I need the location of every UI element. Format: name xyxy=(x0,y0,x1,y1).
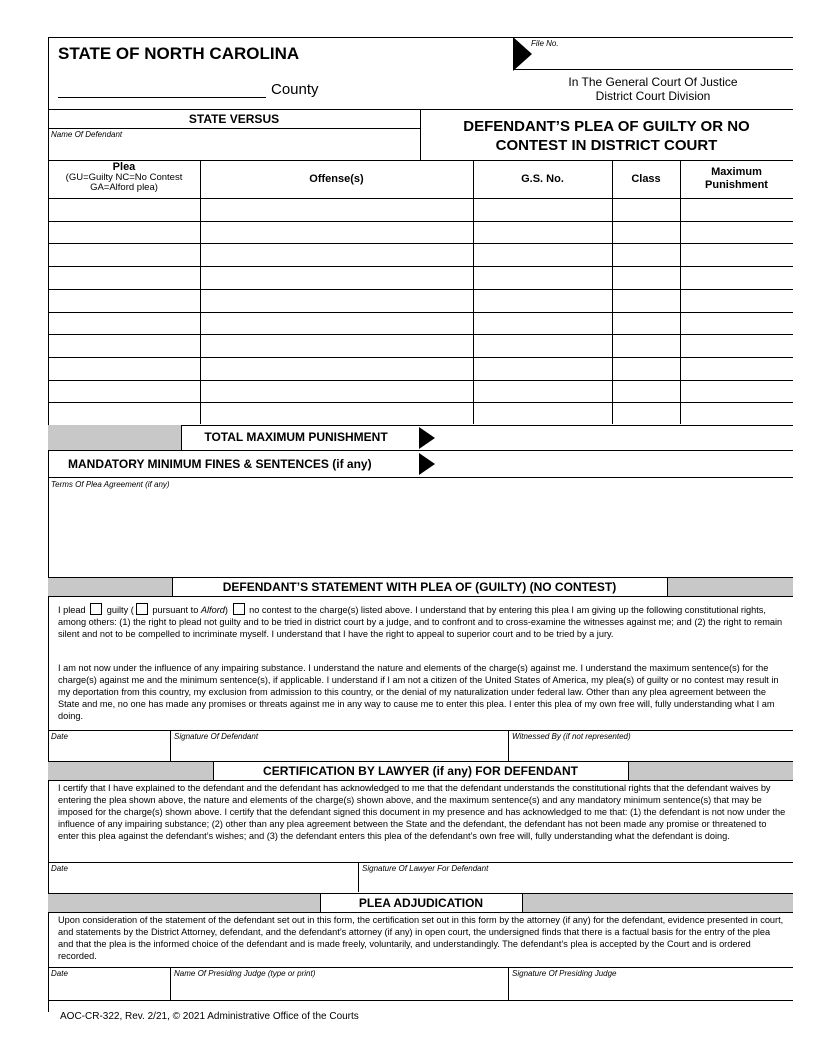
plea-cell[interactable] xyxy=(50,200,198,219)
total-arrow-icon xyxy=(419,427,435,449)
class-cell[interactable] xyxy=(614,200,678,219)
plea-subheader-line2: GA=Alford plea) xyxy=(90,182,158,193)
plea-cell[interactable] xyxy=(50,223,198,242)
statement-title: DEFENDANT’S STATEMENT WITH PLEA OF (GUILTY) (NO CONTEST) xyxy=(222,580,617,594)
adj-text: Upon consideration of the statement of the defendant set out in this form, the certification set out in this form by the attorney (if any) for the defendant, evidence presented in court, and statements by the District Attorney, defendant, and the defendant’s attorney (if any) in open court, the undersigned finds that there is a factual basis for the entry of the plea and that the plea is the informed choice of the defendant and is made freely, voluntarily, and understandingly. The defendant’s plea is accepted by the Court and is ordered recorded. xyxy=(58,915,784,961)
max-punishment-cell[interactable] xyxy=(682,245,791,264)
adj-sig-divider2 xyxy=(508,967,509,1000)
plea-header xyxy=(48,161,200,193)
mandatory-min-label: MANDATORY MINIMUM FINES & SENTENCES (if any) xyxy=(68,457,372,471)
gs-cell[interactable] xyxy=(475,404,610,423)
gs-cell[interactable] xyxy=(475,314,610,333)
lawyer-signature-label: Signature Of Lawyer For Defendant xyxy=(362,864,489,873)
cert-gray-left xyxy=(48,762,213,780)
max-punishment-cell[interactable] xyxy=(682,291,791,310)
judge-signature-field[interactable] xyxy=(510,979,790,999)
plea-cell[interactable] xyxy=(50,336,198,355)
offense-cell[interactable] xyxy=(202,382,471,401)
adj-sig-divider1 xyxy=(170,967,171,1000)
offense-cell[interactable] xyxy=(202,245,471,264)
statement-gray-left xyxy=(48,578,172,596)
defendant-name-label: Name Of Defendant xyxy=(51,130,123,139)
terms-field[interactable] xyxy=(50,492,790,576)
pursuant-text: pursuant to xyxy=(152,605,199,615)
gs-cell[interactable] xyxy=(475,291,610,310)
col-line-gs xyxy=(473,160,474,424)
cert-sig-divider xyxy=(358,862,359,892)
plea-cell[interactable] xyxy=(50,314,198,333)
table-row xyxy=(48,198,793,221)
judge-name-label: Name Of Presiding Judge (type or print) xyxy=(174,969,316,978)
table-row xyxy=(48,380,793,403)
state-versus-divider xyxy=(48,128,420,129)
class-cell[interactable] xyxy=(614,336,678,355)
max-header-line2: Punishment xyxy=(705,179,768,191)
offense-cell[interactable] xyxy=(202,200,471,219)
col-line-class xyxy=(612,160,613,424)
mandatory-bottom-line xyxy=(48,477,793,478)
class-cell[interactable] xyxy=(614,359,678,378)
defendant-signature-label: Signature Of Defendant xyxy=(174,732,259,741)
class-cell[interactable] xyxy=(614,245,678,264)
max-punishment-cell[interactable] xyxy=(682,359,791,378)
gs-cell[interactable] xyxy=(475,336,610,355)
col-line-offense xyxy=(200,160,201,424)
form-title xyxy=(420,117,793,155)
witness-label: Witnessed By (if not represented) xyxy=(512,732,631,741)
mandatory-min-field[interactable] xyxy=(438,453,788,475)
plea-cell[interactable] xyxy=(50,291,198,310)
statement-para2: I am not now under the influence of any impairing substance. I understand the nature and elements of the charge(s) against me. I understand the maximum sentence(s) for the charge(s) against me and the minimum sentence(s), if applicable. I understand if I am not a citizen of the United States of America, my plea(s) of guilty or no contest may result in my deportation from this country, my exclusion from admission to this country, or the denial of my naturalization under federal law. Other than any plea agreement between the State and me, no one has made any promises or threats against me in any way to cause me to enter this plea. I enter this plea of my own free will, fully understanding what I am doing. xyxy=(58,663,779,721)
defendant-name-field[interactable] xyxy=(50,141,418,159)
state-title: STATE OF NORTH CAROLINA xyxy=(58,44,300,63)
offense-cell[interactable] xyxy=(202,291,471,310)
total-bottom-line xyxy=(48,450,793,451)
max-punishment-cell[interactable] xyxy=(682,336,791,355)
statement-date-label: Date xyxy=(51,732,68,741)
top-border xyxy=(48,37,793,38)
guilty-text: guilty ( xyxy=(106,605,134,615)
county-label: County xyxy=(271,81,319,98)
total-max-label: TOTAL MAXIMUM PUNISHMENT xyxy=(204,430,388,444)
max-punishment-cell[interactable] xyxy=(682,382,791,401)
adj-date-label: Date xyxy=(51,969,68,978)
cert-sig-top xyxy=(48,862,793,863)
mandatory-arrow-icon xyxy=(419,453,435,475)
cert-gray-right xyxy=(628,762,793,780)
class-cell[interactable] xyxy=(614,223,678,242)
no-contest-checkbox[interactable] xyxy=(233,603,245,615)
plea-cell[interactable] xyxy=(50,268,198,287)
max-punishment-cell[interactable] xyxy=(682,223,791,242)
statement-title-bottom xyxy=(48,596,793,597)
cert-text: I certify that I have explained to the defendant and the defendant has acknowledged to me that the defendant understands the constitutional rights that the defendant waives by entering the plea shown above, the nature and elements of the charge(s) shown above, and the maximum sentence(s) and any mandatory minimum sentence(s) that may be imposed for the charge(s) shown above. I certify that the defendant signed this document in my presence and has acknowledged to me that: (1) the defendant is not now under the influence of any impairing substance; (2) other than any plea agreement between the State and the defendant, the defendant has not been made any promise or threatened to enter this plea against the defendant’s wishes; and (3) the defendant enters this plea of the defendant’s own free will, fully understanding what the defendant is doing. xyxy=(58,783,786,841)
offense-cell[interactable] xyxy=(202,268,471,287)
offense-cell[interactable] xyxy=(202,404,471,423)
court-line2: District Court Division xyxy=(595,89,711,103)
form-title-line1: DEFENDANT’S PLEA OF GUILTY OR NO xyxy=(463,118,750,135)
table-row xyxy=(48,243,793,266)
class-header: Class xyxy=(631,173,661,185)
file-no-line[interactable] xyxy=(513,69,793,70)
judge-name-field[interactable] xyxy=(172,979,506,999)
statement-date-field[interactable] xyxy=(50,742,168,760)
cert-date-field[interactable] xyxy=(50,874,356,891)
alford-checkbox[interactable] xyxy=(136,603,148,615)
gs-cell[interactable] xyxy=(475,245,610,264)
col-line-max xyxy=(680,160,681,424)
defendant-signature-field[interactable] xyxy=(172,742,506,760)
statement-title-divider-r xyxy=(667,577,668,596)
adj-gray-left xyxy=(48,894,320,912)
file-no-label: File No. xyxy=(531,39,559,48)
table-row xyxy=(48,357,793,380)
adj-sig-top xyxy=(48,967,793,968)
max-punishment-cell[interactable] xyxy=(682,200,791,219)
gs-cell[interactable] xyxy=(475,223,610,242)
cert-title: CERTIFICATION BY LAWYER (if any) FOR DEFENDANT xyxy=(263,764,578,778)
statement-para1: I plead guilty ( pursuant to Alford) no contest to the charge(s) listed above. I understand that by entering this plea I am giving up the following constitutional rights, among others: (1) the right to plead not guilty and to be tried in district court by a judge, and to confront and to cross-examine the witnesses against me; and (2) the right to remain silent and not to be compelled to incriminate myself. I understand that I have the right to appeal to superior court and to be tried by a jury. xyxy=(58,605,783,639)
lawyer-signature-field[interactable] xyxy=(360,874,790,891)
gs-cell[interactable] xyxy=(475,200,610,219)
max-header-line1: Maximum xyxy=(711,166,762,178)
plea-cell[interactable] xyxy=(50,404,198,423)
class-cell[interactable] xyxy=(614,268,678,287)
adj-title-bottom xyxy=(48,912,793,913)
plea-header-title: Plea xyxy=(112,161,136,173)
gs-cell[interactable] xyxy=(475,359,610,378)
statement-sig-divider2 xyxy=(508,730,509,761)
gs-header: G.S. No. xyxy=(521,173,564,185)
max-punishment-cell[interactable] xyxy=(682,404,791,423)
total-max-field[interactable] xyxy=(438,427,788,449)
statement-gray-right xyxy=(667,578,793,596)
class-cell[interactable] xyxy=(614,404,678,423)
cert-title-bottom xyxy=(48,780,793,781)
adj-gray-right xyxy=(522,894,793,912)
gs-cell[interactable] xyxy=(475,382,610,401)
max-punishment-header xyxy=(680,166,793,192)
guilty-checkbox[interactable] xyxy=(90,603,102,615)
witness-field[interactable] xyxy=(510,742,790,760)
cert-title-divider-r xyxy=(628,761,629,780)
plea-form xyxy=(48,37,793,1022)
court-line1: In The General Court Of Justice xyxy=(568,75,738,89)
table-row xyxy=(48,221,793,244)
adj-title-divider-r xyxy=(522,893,523,912)
adj-bottom-line xyxy=(48,1000,793,1001)
alford-text: Alford xyxy=(200,605,225,615)
statement-sig-top xyxy=(48,730,793,731)
offense-cell[interactable] xyxy=(202,314,471,333)
offense-cell[interactable] xyxy=(202,336,471,355)
i-plead-text: I plead xyxy=(58,605,86,615)
file-no-arrow-icon xyxy=(513,37,532,71)
court-name xyxy=(513,75,793,103)
offense-cell[interactable] xyxy=(202,359,471,378)
judge-signature-label: Signature Of Presiding Judge xyxy=(512,969,617,978)
table-row xyxy=(48,334,793,357)
table-row xyxy=(48,402,793,425)
no-contest-text: no contest to the charge(s) listed above. I understand that by entering this plea I am giving up the xyxy=(249,605,644,615)
terms-label: Terms Of Plea Agreement (if any) xyxy=(51,480,170,489)
form-title-line2: CONTEST IN DISTRICT COURT xyxy=(495,137,718,154)
max-punishment-cell[interactable] xyxy=(682,314,791,333)
table-row xyxy=(48,289,793,312)
plea-cell[interactable] xyxy=(50,382,198,401)
plea-cell[interactable] xyxy=(50,359,198,378)
gs-cell[interactable] xyxy=(475,268,610,287)
class-cell[interactable] xyxy=(614,291,678,310)
class-cell[interactable] xyxy=(614,382,678,401)
statement-para1-rest: following constitutional rights, among others: (1) the right to plead not guilty and to be tried in district court by a judge, and to confront and to cross-examine the witnesses against me; and (2) the right to remain silent and not to be compelled to incriminate myself. I understand that I have the right to appeal to superior court and to be tried by a jury. xyxy=(58,605,783,639)
statement-sig-divider1 xyxy=(170,730,171,761)
offense-cell[interactable] xyxy=(202,223,471,242)
county-input-line[interactable] xyxy=(58,97,266,98)
plea-cell[interactable] xyxy=(50,245,198,264)
adj-date-field[interactable] xyxy=(50,979,168,999)
table-row xyxy=(48,266,793,289)
cert-date-label: Date xyxy=(51,864,68,873)
plea-subheader-line1: (GU=Guilty NC=No Contest xyxy=(65,172,183,183)
table-row xyxy=(48,312,793,335)
offense-header: Offense(s) xyxy=(309,173,364,185)
max-punishment-cell[interactable] xyxy=(682,268,791,287)
footer-text: AOC-CR-322, Rev. 2/21, © 2021 Administrative Office of the Courts xyxy=(60,1011,359,1022)
adj-title: PLEA ADJUDICATION xyxy=(358,896,484,910)
class-cell[interactable] xyxy=(614,314,678,333)
state-versus-label: STATE VERSUS xyxy=(188,112,280,126)
total-gray-block xyxy=(48,425,181,450)
